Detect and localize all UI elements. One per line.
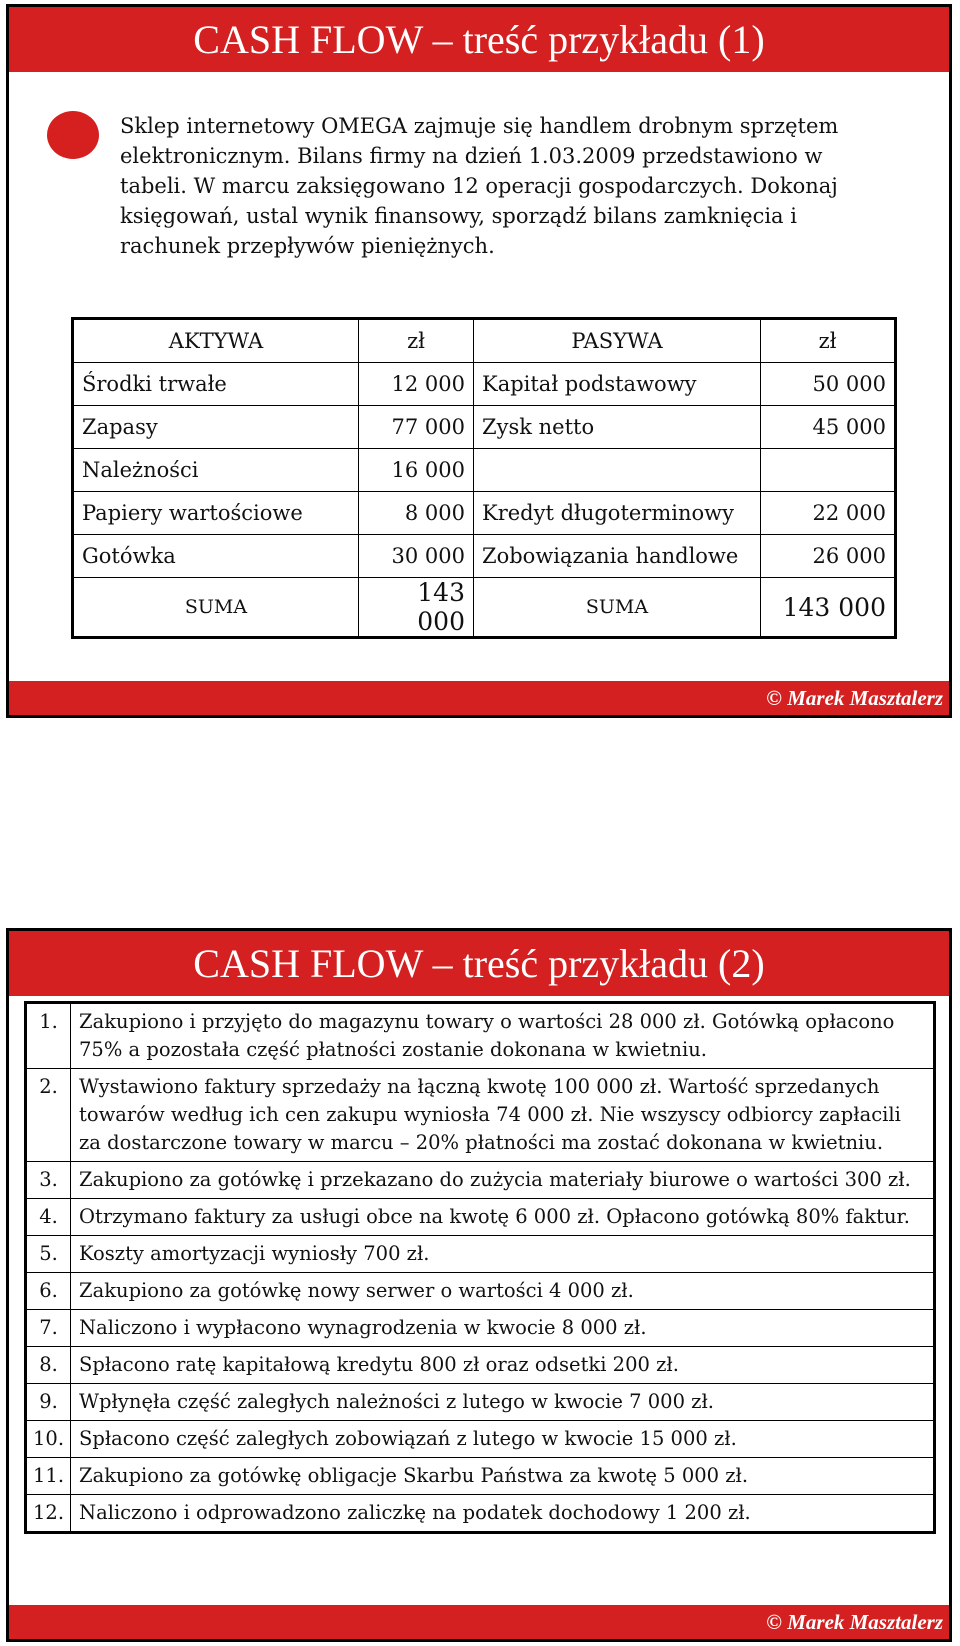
liability-value — [761, 449, 896, 492]
operation-text: Zakupiono za gotówkę obligacje Skarbu Państwa za kwotę 5 000 zł. — [71, 1458, 935, 1495]
liability-value: 45 000 — [761, 406, 896, 449]
operation-number: 2. — [26, 1069, 71, 1162]
asset-name: Środki trwałe — [73, 363, 359, 406]
header-zl-assets: zł — [359, 319, 474, 363]
liability-value: 26 000 — [761, 535, 896, 578]
operation-row — [26, 1310, 935, 1347]
operation-number: 10. — [26, 1421, 71, 1458]
red-bullet-icon — [47, 111, 99, 159]
operation-text: Koszty amortyzacji wyniosły 700 zł. — [71, 1236, 935, 1273]
operation-text: Otrzymano faktury za usługi obce na kwotę 6 000 zł. Opłacono gotówką 80% faktur. — [71, 1199, 935, 1236]
asset-value: 77 000 — [359, 406, 474, 449]
operation-text: Spłacono ratę kapitałową kredytu 800 zł oraz odsetki 200 zł. — [71, 1347, 935, 1384]
operations-table — [24, 1001, 936, 1534]
operation-row — [26, 1273, 935, 1310]
operation-number: 4. — [26, 1199, 71, 1236]
balance-body — [73, 363, 896, 578]
balance-row — [73, 449, 896, 492]
balance-row — [73, 535, 896, 578]
operation-text: Naliczono i wypłacono wynagrodzenia w kwocie 8 000 zł. — [71, 1310, 935, 1347]
sum-label-liabilities: SUMA — [474, 578, 761, 638]
operation-number: 5. — [26, 1236, 71, 1273]
balance-row — [73, 492, 896, 535]
sum-value-liabilities: 143 000 — [761, 578, 896, 638]
asset-value: 30 000 — [359, 535, 474, 578]
asset-value: 8 000 — [359, 492, 474, 535]
operation-row — [26, 1384, 935, 1421]
operation-number: 8. — [26, 1347, 71, 1384]
slide-2-footer: © Marek Masztalerz — [9, 1605, 949, 1639]
liability-name — [474, 449, 761, 492]
operation-number: 7. — [26, 1310, 71, 1347]
slide-1-footer: © Marek Masztalerz — [9, 681, 949, 715]
operation-row — [26, 1236, 935, 1273]
balance-row — [73, 363, 896, 406]
operation-row — [26, 1069, 935, 1162]
liability-name: Kredyt długoterminowy — [474, 492, 761, 535]
operation-row — [26, 1458, 935, 1495]
operation-text: Naliczono i odprowadzono zaliczkę na podatek dochodowy 1 200 zł. — [71, 1495, 935, 1533]
operation-row — [26, 1199, 935, 1236]
operation-text: Wpłynęła część zaległych należności z lutego w kwocie 7 000 zł. — [71, 1384, 935, 1421]
asset-value: 16 000 — [359, 449, 474, 492]
operation-row — [26, 1421, 935, 1458]
header-zl-liabilities: zł — [761, 319, 896, 363]
asset-name: Należności — [73, 449, 359, 492]
liability-value: 22 000 — [761, 492, 896, 535]
operation-number: 11. — [26, 1458, 71, 1495]
liability-name: Kapitał podstawowy — [474, 363, 761, 406]
liability-name: Zobowiązania handlowe — [474, 535, 761, 578]
operation-text: Zakupiono i przyjęto do magazynu towary o wartości 28 000 zł. Gotówką opłacono 75% a pozostała część płatności zostanie dokonana w kwietniu. — [71, 1003, 935, 1069]
liability-value: 50 000 — [761, 363, 896, 406]
balance-row — [73, 406, 896, 449]
asset-name: Zapasy — [73, 406, 359, 449]
operation-number: 1. — [26, 1003, 71, 1069]
operation-text: Wystawiono faktury sprzedaży na łączną kwotę 100 000 zł. Wartość sprzedanych towarów według ich cen zakupu wyniosła 74 000 zł. Nie wszyscy odbiorcy zapłacili za dostarczone towary w marcu – 20% płatności ma zostać dokonana w kwietniu. — [71, 1069, 935, 1162]
slide-2 — [6, 928, 952, 1642]
operation-row — [26, 1347, 935, 1384]
balance-sum-row — [73, 578, 896, 638]
slide-1-title: CASH FLOW – treść przykładu (1) — [9, 7, 949, 72]
slide-1 — [6, 4, 952, 718]
asset-value: 12 000 — [359, 363, 474, 406]
header-aktywa: AKTYWA — [73, 319, 359, 363]
operation-number: 9. — [26, 1384, 71, 1421]
balance-table — [71, 317, 897, 639]
header-pasywa: PASYWA — [474, 319, 761, 363]
operation-number: 3. — [26, 1162, 71, 1199]
asset-name: Papiery wartościowe — [73, 492, 359, 535]
operations-body — [26, 1003, 935, 1533]
operation-row — [26, 1003, 935, 1069]
slide-2-title: CASH FLOW – treść przykładu (2) — [9, 931, 949, 996]
asset-name: Gotówka — [73, 535, 359, 578]
sum-value-assets: 143 000 — [359, 578, 474, 638]
balance-header-row — [73, 319, 896, 363]
operation-number: 12. — [26, 1495, 71, 1533]
operation-text: Zakupiono za gotówkę i przekazano do zużycia materiały biurowe o wartości 300 zł. — [71, 1162, 935, 1199]
operation-text: Spłacono część zaległych zobowiązań z lutego w kwocie 15 000 zł. — [71, 1421, 935, 1458]
operation-row — [26, 1162, 935, 1199]
sum-label-assets: SUMA — [73, 578, 359, 638]
liability-name: Zysk netto — [474, 406, 761, 449]
intro-text: Sklep internetowy OMEGA zajmuje się handlem drobnym sprzętem elektronicznym. Bilans firmy na dzień 1.03.2009 przedstawiono w tabeli. W marcu zaksięgowano 12 operacji gospodarczych. Dokonaj księgowań, ustal wynik finansowy, sporządź bilans zamknięcia i rachunek przepływów pieniężnych. — [120, 114, 839, 258]
operation-text: Zakupiono za gotówkę nowy serwer o wartości 4 000 zł. — [71, 1273, 935, 1310]
operation-number: 6. — [26, 1273, 71, 1310]
operation-row — [26, 1495, 935, 1533]
